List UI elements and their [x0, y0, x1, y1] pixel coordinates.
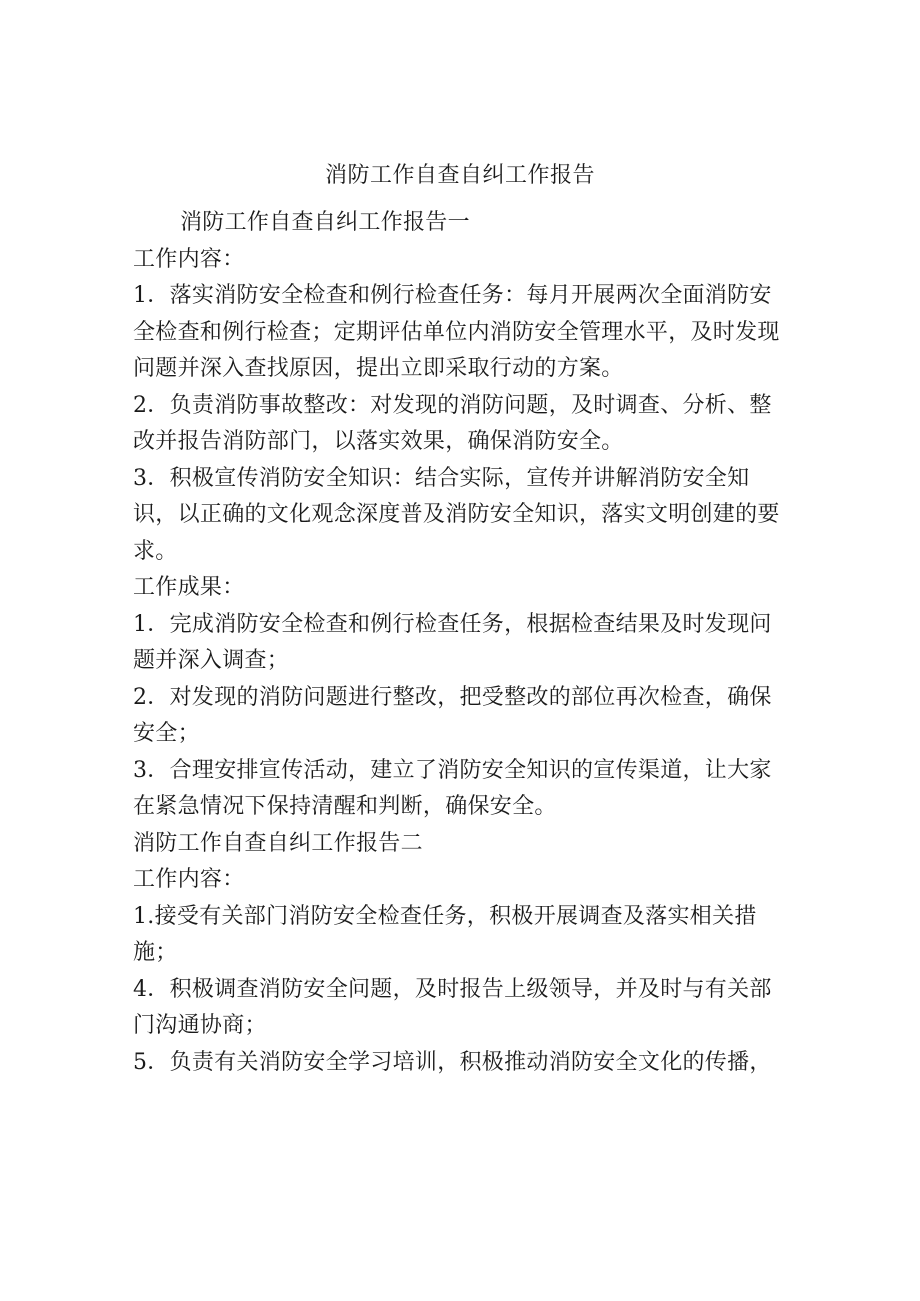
report2-content-item-1: 1.接受有关部门消防安全检查任务，积极开展调查及落实相关措施；	[133, 903, 757, 965]
report1-content-item-3: 3．积极宣传消防安全知识：结合实际，宣传并讲解消防安全知识，以正确的文化观念深度普及消防安全知识，落实文明创建的要求。	[133, 465, 780, 564]
report1-results-heading: 工作成果：	[133, 575, 245, 600]
report1-result-item-2: 2．对发现的消防问题进行整改，把受整改的部位再次检查，确保安全；	[133, 684, 772, 746]
report2-heading: 消防工作自查自纠工作报告二	[133, 830, 423, 856]
report1-heading: 消防工作自查自纠工作报告一	[180, 210, 470, 235]
report2-content-item-4: 4．积极调查消防安全问题，及时报告上级领导，并及时与有关部门沟通协商；	[133, 976, 772, 1038]
document-title: 消防工作自查自纠工作报告	[324, 163, 595, 188]
report1-result-item-3: 3．合理安排宣传活动，建立了消防安全知识的宣传渠道，让大家在紧急情况下保持清醒和判断，确保安全。	[133, 757, 772, 819]
report1-content-item-2: 2．负责消防事故整改：对发现的消防问题，及时调查、分析、整改并报告消防部门，以落实效果，确保消防安全。	[133, 392, 772, 454]
report2-content-heading: 工作内容：	[133, 867, 245, 892]
report1-result-item-1: 1．完成消防安全检查和例行检查任务，根据检查结果及时发现问题并深入调查；	[133, 611, 772, 673]
report2-content-item-5: 5．负责有关消防安全学习培训，积极推动消防安全文化的传播，	[133, 1049, 772, 1075]
report1-content-heading: 工作内容：	[133, 246, 245, 272]
document-body	[133, 205, 793, 1081]
report1-content-item-1: 1．落实消防安全检查和例行检查任务：每月开展两次全面消防安全检查和例行检查；定期评估单位内消防安全管理水平，及时发现问题并深入查找原因，提出立即采取行动的方案。	[133, 283, 780, 381]
